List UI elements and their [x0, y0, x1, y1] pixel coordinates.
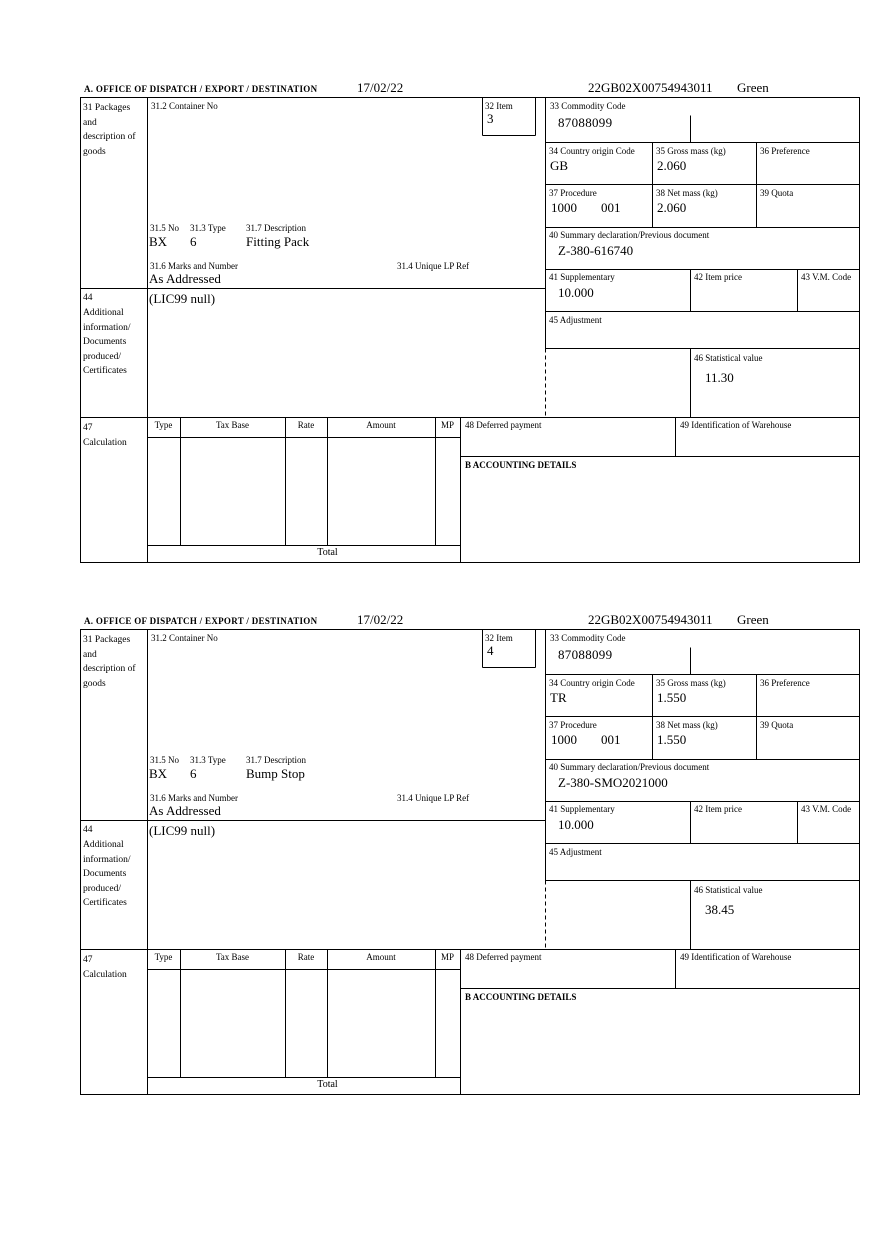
supplementary-value: 10.000	[558, 285, 594, 300]
office-of-dispatch-label: A. OFFICE OF DISPATCH / EXPORT / DESTINATION	[84, 84, 318, 94]
unique-lp-ref-label: 31.4 Unique LP Ref	[397, 261, 470, 271]
commodity-code-label: 33 Commodity Code	[550, 633, 626, 643]
rate-column-header: Rate	[297, 420, 315, 430]
form-grid-lines	[80, 612, 861, 1095]
deferred-payment-label: 48 Deferred payment	[465, 952, 542, 962]
movement-reference-number: 22GB02X00754943011	[588, 80, 713, 95]
packages-no-value: BX	[149, 234, 168, 249]
country-origin-label: 34 Country origin Code	[549, 678, 635, 688]
declaration-date: 17/02/22	[357, 80, 404, 95]
quota-label: 39 Quota	[760, 188, 794, 198]
accounting-details-label: B ACCOUNTING DETAILS	[465, 992, 577, 1002]
supplementary-label: 41 Supplementary	[549, 272, 615, 282]
amount-column-header: Amount	[366, 952, 396, 962]
statistical-value: 38.45	[705, 902, 735, 917]
adjustment-label: 45 Adjustment	[549, 847, 602, 857]
total-label: Total	[317, 1079, 338, 1090]
vm-code-label: 43 V.M. Code	[801, 272, 852, 282]
warehouse-id-label: 49 Identification of Warehouse	[680, 420, 792, 430]
movement-reference-number: 22GB02X00754943011	[588, 612, 713, 627]
marks-numbers-label: 31.6 Marks and Number	[150, 261, 238, 271]
commodity-code-value: 87088099	[558, 647, 613, 662]
rate-column-header: Rate	[297, 952, 315, 962]
country-origin-value: TR	[550, 690, 567, 705]
unique-lp-ref-label: 31.4 Unique LP Ref	[397, 793, 470, 803]
item-number-value: 3	[487, 111, 494, 126]
previous-document-value: Z-380-616740	[558, 243, 634, 258]
net-mass-value: 1.550	[657, 732, 687, 747]
tax-type-column-header: Type	[154, 952, 173, 962]
routing-indicator: Green	[737, 80, 769, 95]
procedure-label: 37 Procedure	[549, 188, 597, 198]
packages-type-value: 6	[190, 766, 197, 781]
warehouse-id-label: 49 Identification of Warehouse	[680, 952, 792, 962]
container-no-label: 31.2 Container No	[151, 633, 218, 643]
packages-description-label: 31 Packages and description of goods	[83, 635, 136, 689]
vm-code-label: 43 V.M. Code	[801, 804, 852, 814]
deferred-payment-label: 48 Deferred payment	[465, 420, 542, 430]
additional-information-value: (LIC99 null)	[149, 291, 216, 306]
packages-type-value: 6	[190, 234, 197, 249]
box44-label: Additional information/ Documents produced/ Certificates	[83, 840, 131, 908]
marks-numbers-value: As Addressed	[149, 803, 221, 818]
description-label: 31.7 Description	[246, 755, 306, 765]
marks-numbers-label: 31.6 Marks and Number	[150, 793, 238, 803]
box44-number-label: 44	[83, 825, 93, 835]
net-mass-value: 2.060	[657, 200, 687, 215]
statistical-value: 11.30	[705, 370, 734, 385]
gross-mass-label: 35 Gross mass (kg)	[656, 678, 726, 688]
procedure-label: 37 Procedure	[549, 720, 597, 730]
packages-no-label: 31.5 No	[150, 755, 179, 765]
amount-column-header: Amount	[366, 420, 396, 430]
container-no-label: 31.2 Container No	[151, 101, 218, 111]
office-of-dispatch-label: A. OFFICE OF DISPATCH / EXPORT / DESTINATION	[84, 616, 318, 626]
preference-label: 36 Preference	[760, 678, 810, 688]
previous-document-label: 40 Summary declaration/Previous document	[549, 230, 710, 240]
accounting-details-label: B ACCOUNTING DETAILS	[465, 460, 577, 470]
marks-numbers-value: As Addressed	[149, 271, 221, 286]
calculation-label: 47 Calculation	[83, 955, 127, 980]
country-origin-label: 34 Country origin Code	[549, 146, 635, 156]
packages-type-label: 31.3 Type	[190, 223, 226, 233]
statistical-value-label: 46 Statistical value	[694, 885, 763, 895]
item-number-value: 4	[487, 643, 494, 658]
packages-description-label: 31 Packages and description of goods	[83, 103, 136, 157]
procedure-code-value: 001	[601, 732, 621, 747]
item-price-label: 42 Item price	[694, 272, 742, 282]
additional-information-value: (LIC99 null)	[149, 823, 216, 838]
commodity-code-value: 87088099	[558, 115, 613, 130]
description-label: 31.7 Description	[246, 223, 306, 233]
procedure-code-value: 001	[601, 200, 621, 215]
tax-base-column-header: Tax Base	[215, 952, 250, 962]
mp-column-header: MP	[440, 952, 454, 962]
declaration-item-page	[80, 612, 861, 1095]
form-grid-lines	[80, 80, 861, 563]
item-price-label: 42 Item price	[694, 804, 742, 814]
total-label: Total	[317, 547, 338, 558]
net-mass-label: 38 Net mass (kg)	[656, 720, 718, 730]
calculation-label: 47 Calculation	[83, 423, 127, 448]
box44-number-label: 44	[83, 293, 93, 303]
mp-column-header: MP	[440, 420, 454, 430]
goods-description-value: Fitting Pack	[246, 234, 310, 249]
preference-label: 36 Preference	[760, 146, 810, 156]
supplementary-label: 41 Supplementary	[549, 804, 615, 814]
gross-mass-label: 35 Gross mass (kg)	[656, 146, 726, 156]
item-box-label: 32 Item	[485, 633, 513, 643]
declaration-date: 17/02/22	[357, 612, 404, 627]
country-origin-value: GB	[550, 158, 569, 173]
procedure-value: 1000	[551, 200, 577, 215]
procedure-value: 1000	[551, 732, 577, 747]
tax-type-column-header: Type	[154, 420, 173, 430]
packages-no-value: BX	[149, 766, 168, 781]
gross-mass-value: 1.550	[657, 690, 687, 705]
packages-type-label: 31.3 Type	[190, 755, 226, 765]
statistical-value-label: 46 Statistical value	[694, 353, 763, 363]
packages-no-label: 31.5 No	[150, 223, 179, 233]
previous-document-value: Z-380-SMO2021000	[558, 775, 668, 790]
tax-base-column-header: Tax Base	[215, 420, 250, 430]
declaration-item-page	[80, 80, 861, 563]
supplementary-value: 10.000	[558, 817, 594, 832]
previous-document-label: 40 Summary declaration/Previous document	[549, 762, 710, 772]
net-mass-label: 38 Net mass (kg)	[656, 188, 718, 198]
item-box-label: 32 Item	[485, 101, 513, 111]
commodity-code-label: 33 Commodity Code	[550, 101, 626, 111]
quota-label: 39 Quota	[760, 720, 794, 730]
box44-label: Additional information/ Documents produced/ Certificates	[83, 308, 131, 376]
routing-indicator: Green	[737, 612, 769, 627]
goods-description-value: Bump Stop	[246, 766, 305, 781]
adjustment-label: 45 Adjustment	[549, 315, 602, 325]
gross-mass-value: 2.060	[657, 158, 687, 173]
